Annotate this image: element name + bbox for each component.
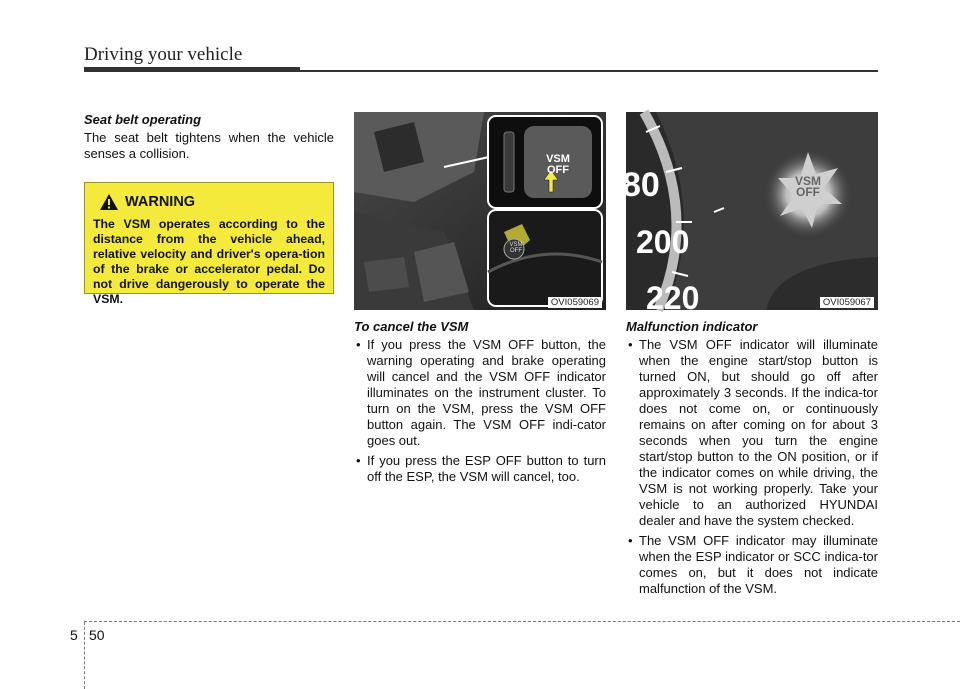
cluster-figure — [622, 112, 878, 316]
column-right — [622, 112, 878, 601]
page-header-title: Driving your vehicle — [84, 44, 243, 65]
vsm-off-button-label — [535, 154, 581, 176]
footer-vertical-divider — [84, 622, 85, 689]
warning-title: WARNING — [125, 194, 196, 210]
vsm-off-indicator-small — [506, 242, 526, 254]
warning-text: The VSM operates according to the distance from the vehicle ahead, relative velocity and driver's opera-tion of the brake or accelerator pedal. Do not drive dangerously to operate the VSM. — [93, 217, 325, 306]
indicator-line-2: OFF — [796, 185, 820, 199]
warning-box — [84, 182, 334, 306]
speed-label-80: 80 — [622, 166, 660, 204]
chapter-number: 5 — [70, 627, 78, 643]
vsm-button-figure — [354, 112, 606, 310]
warning-triangle-icon — [99, 193, 119, 211]
column-left — [84, 112, 334, 306]
warning-header — [99, 193, 325, 211]
malfunction-bullets — [626, 337, 878, 597]
speed-label-200: 200 — [636, 224, 690, 260]
bullet-item: • If you press the VSM OFF button, the warning operating and brake operating will cancel and the VSM OFF indicator illuminates on the instrument cluster. To turn on the VSM, press the VSM OFF button again. The VSM OFF indi-cator goes out. — [354, 337, 606, 449]
dashboard-illustration — [354, 112, 606, 310]
header-bar-thick — [84, 67, 300, 72]
page-number: 50 — [89, 627, 105, 643]
cancel-vsm-heading: To cancel the VSM — [354, 319, 469, 334]
button-label-line-2: OFF — [547, 164, 569, 176]
footer-divider — [84, 621, 960, 622]
figure-code: OVI059069 — [548, 297, 602, 308]
malfunction-heading: Malfunction indicator — [626, 319, 758, 334]
cancel-vsm-bullets — [354, 337, 606, 485]
seat-belt-text: The seat belt tightens when the vehicle senses a collision. — [84, 130, 334, 161]
vsm-off-indicator — [791, 176, 825, 198]
header-bar-thin — [300, 70, 878, 72]
seat-belt-heading: Seat belt operating — [84, 112, 202, 127]
bullet-item: • If you press the ESP OFF button to turn off the ESP, the VSM will cancel, too. — [354, 453, 606, 485]
bullet-item: • The VSM OFF indicator will illuminate when the engine start/stop button is turned ON, but should go off after approximately 3 seconds. If the indica-tor does not come on, or continuously remains on after coming on for about 3 seconds when you turn the engine start/stop button to the ON position, or if the indicator comes on while driving, the VSM is not working properly. Take your vehicle to an authorized HYUNDAI dealer and have the system checked. — [626, 337, 878, 529]
bullet-item: • The VSM OFF indicator may illuminate when the ESP indicator or SCC indica-tor comes on, but it does not indicate malfunction of the VSM. — [626, 533, 878, 597]
small-label-line-2: OFF — [510, 248, 522, 254]
column-middle — [354, 112, 606, 489]
speed-label-220: 220 — [646, 280, 700, 316]
small-label-line-1: VSM — [509, 242, 523, 248]
button-label-line-1: VSM — [546, 153, 570, 165]
indicator-line-1: VSM — [794, 174, 821, 188]
figure-code: OVI059067 — [820, 297, 874, 308]
